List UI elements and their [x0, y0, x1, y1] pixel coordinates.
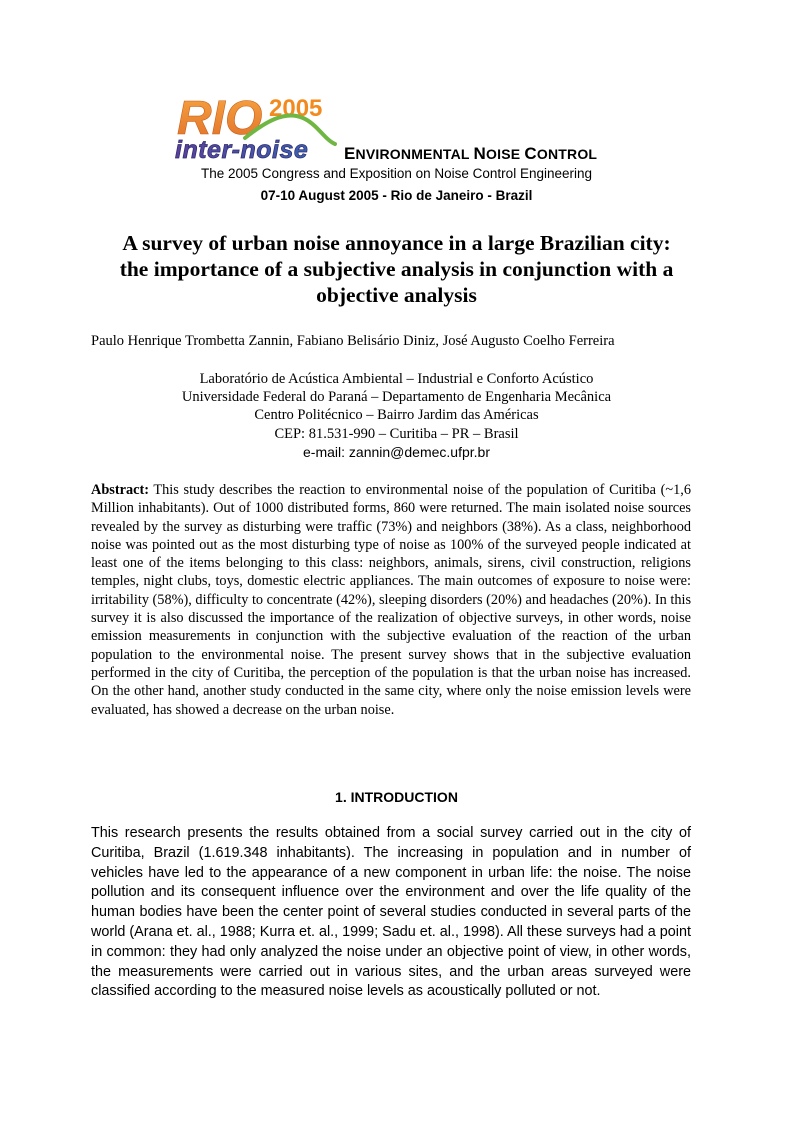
conf-word3-rest: ONTROL [536, 146, 598, 162]
date-line: 07-10 August 2005 - Rio de Janeiro - Brazil [260, 188, 533, 203]
conf-word3-initial: C [524, 144, 537, 163]
conf-word2-initial: N [473, 144, 487, 163]
introduction-paragraph: This research presents the results obtained from a social survey carried out in the city of Curitiba, Brazil (1.619.348 inhabitants). The increasing in population and in number of vehicles have led to the appearance of a new component in urban life: the noise. The noise pollution and its consequent influence over the environment and over the life quality of the human bodies have been the center point of several studies conducted in several parts of the world (Arana et. al., 1988; Kurra et. al., 1999; Sadu et. al., 1998). All these surveys had a point in common: they had only analyzed the noise under an objective point of view, in other words, the measurements were carried out in various sites, and the urban areas surveyed were classified according to the measured noise levels as acoustically polluted or not. [91, 825, 691, 1000]
contact-email: e-mail: zannin@demec.ufpr.br [303, 443, 490, 460]
affiliation-line: Laboratório de Acústica Ambiental – Industrial e Conforto Acústico [199, 371, 594, 387]
logo-brand-text: inter-noise [175, 136, 309, 162]
affiliation-line: Universidade Federal do Paraná – Departamento de Engenharia Mecânica [181, 389, 612, 406]
abstract-label: Abstract: [91, 482, 149, 498]
paper-title-line: A survey of urban noise annoyance in a large Brazilian city: [122, 231, 671, 255]
logo-year-text: 2005 [269, 95, 323, 122]
paper-title [70, 230, 723, 308]
conf-word2-rest: OISE [486, 146, 521, 162]
affiliation [0, 370, 793, 461]
conf-word1-initial: E [344, 144, 356, 163]
paper-title-line: the importance of a subjective analysis in conjunction with a [119, 257, 674, 281]
abstract-text: This study describes the reaction to environmental noise of the population of Curitiba (~1,6 Million inhabitants). Out of 1000 distributed forms, 860 were returned. The main isolated noise sources revealed by the survey as disturbing were traffic (73%) and neighbors (38%). As a class, neighborhood noise was pointed out as the most disturbing type of noise as 100% of the surveyed people indicated at least one of the items belonging to this class: neighbors, animals, sirens, civil construction, religions temples, night clubs, toys, domestic electric appliances. The main outcomes of exposure to noise were: irritability (58%), difficulty to concentrate (42%), sleeping disorders (20%) and headaches (20%). In this survey it is also discussed the importance of the realization of objective surveys, in other words, noise emission measurements in conjunction with the subjective evaluation of the reaction of the urban population to the environmental noise. The present survey shows that in the subjective evaluation performed in the city of Curitiba, the perception of the population is that the urban noise has increased. On the other hand, another study conducted in the same city, where only the noise emission levels were evaluated, has showed a decrease on the urban noise. [91, 482, 692, 718]
abstract [91, 481, 691, 719]
affiliation-line: CEP: 81.531-990 – Curitiba – PR – Brasil [274, 425, 519, 442]
congress-line: The 2005 Congress and Exposition on Noise Control Engineering [201, 166, 592, 181]
logo-rio-text: RIO [177, 92, 263, 145]
authors: Paulo Henrique Trombetta Zannin, Fabiano Belisário Diniz, José Augusto Coelho Ferreira [91, 333, 615, 349]
paper-title-line: objective analysis [316, 283, 477, 307]
section-heading-introduction: 1. INTRODUCTION [335, 789, 458, 805]
affiliation-line: Centro Politécnico – Bairro Jardim das Américas [254, 407, 539, 424]
inter-noise-2005-logo [175, 82, 343, 162]
conf-word1-rest: NVIRONMENTAL [355, 146, 470, 162]
conference-title [344, 144, 597, 164]
